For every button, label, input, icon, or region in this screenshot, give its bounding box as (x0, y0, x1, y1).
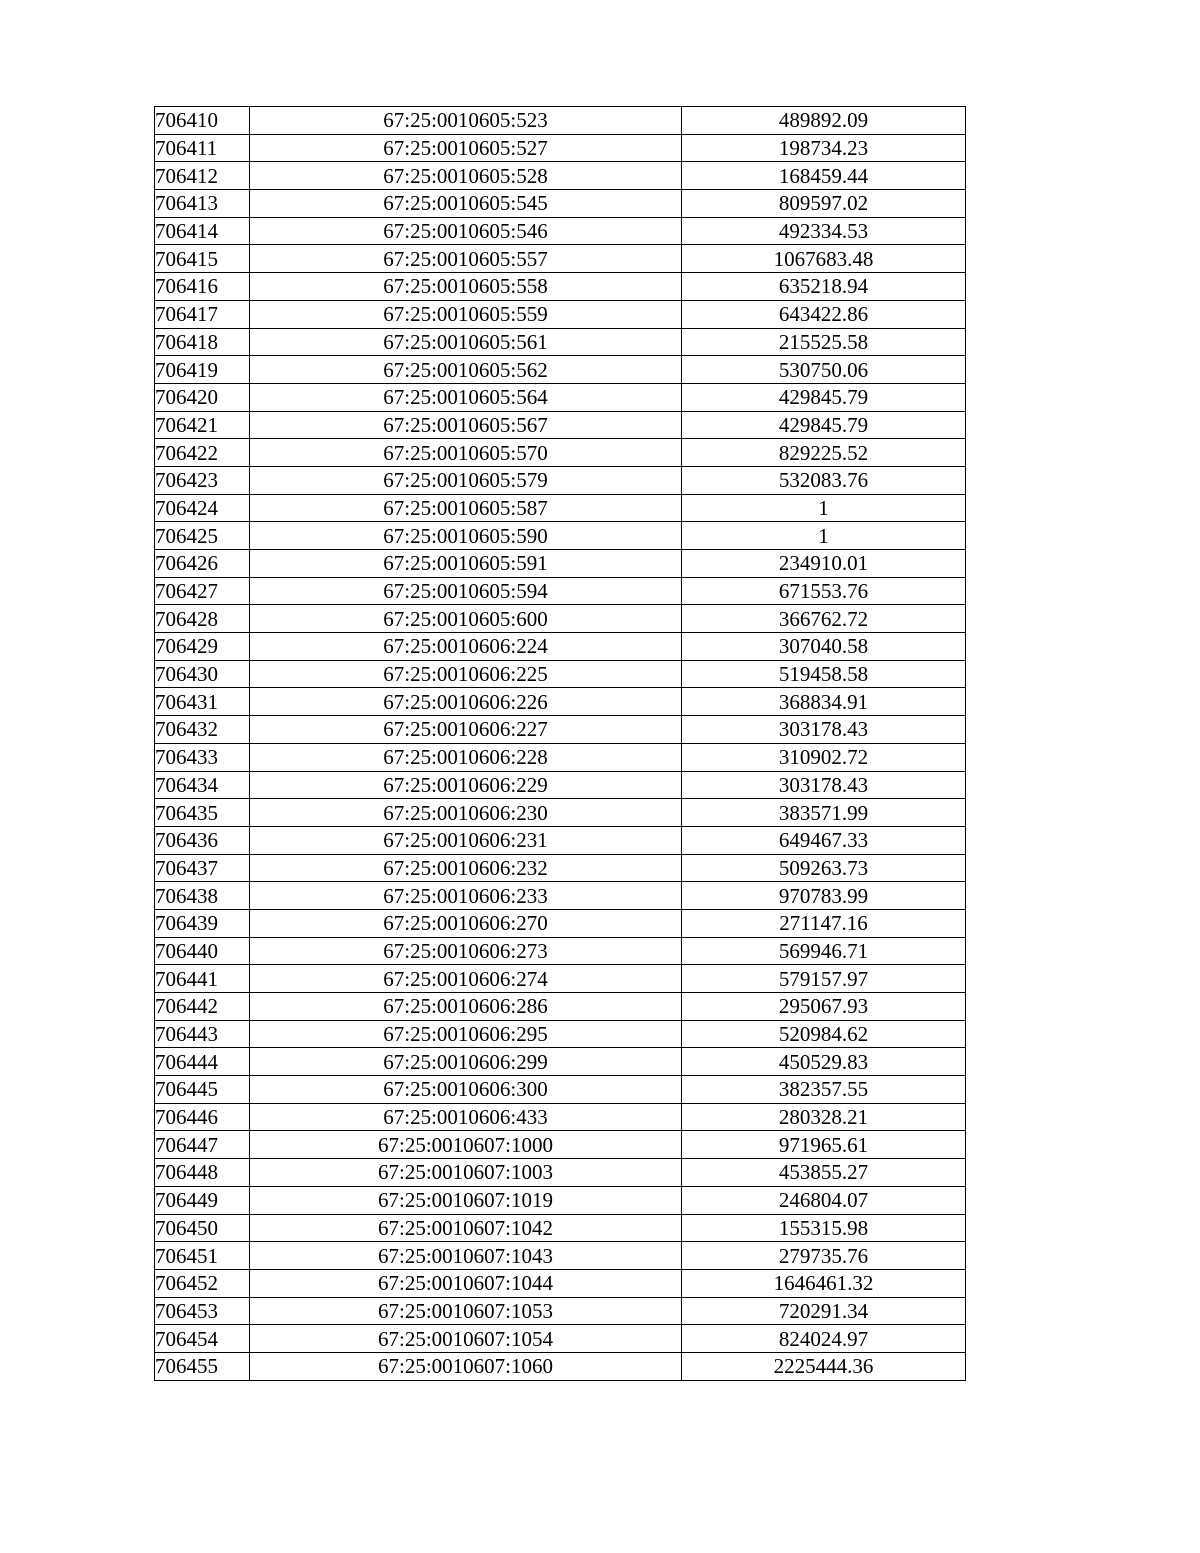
row-number-cell: 706440 (155, 937, 250, 965)
cadastral-number-cell: 67:25:0010607:1060 (250, 1352, 682, 1380)
cadastral-number-cell: 67:25:0010605:527 (250, 134, 682, 162)
table-row (155, 190, 966, 218)
row-number-cell: 706447 (155, 1131, 250, 1159)
cadastral-value-cell: 569946.71 (682, 937, 966, 965)
cadastral-number-cell: 67:25:0010606:231 (250, 826, 682, 854)
cadastral-number-cell: 67:25:0010605:528 (250, 162, 682, 190)
cadastral-value-cell: 509263.73 (682, 854, 966, 882)
cadastral-number-cell: 67:25:0010607:1003 (250, 1159, 682, 1187)
cadastral-value-cell: 450529.83 (682, 1048, 966, 1076)
table-row (155, 577, 966, 605)
row-number-cell: 706429 (155, 633, 250, 661)
row-number-cell: 706424 (155, 494, 250, 522)
cadastral-number-cell: 67:25:0010606:228 (250, 743, 682, 771)
row-number-cell: 706426 (155, 550, 250, 578)
cadastral-value-cell: 520984.62 (682, 1020, 966, 1048)
cadastral-value-cell: 280328.21 (682, 1103, 966, 1131)
table-row (155, 134, 966, 162)
row-number-cell: 706415 (155, 245, 250, 273)
cadastral-number-cell: 67:25:0010606:233 (250, 882, 682, 910)
cadastral-number-cell: 67:25:0010606:274 (250, 965, 682, 993)
table-row (155, 633, 966, 661)
row-number-cell: 706428 (155, 605, 250, 633)
cadastral-number-cell: 67:25:0010606:295 (250, 1020, 682, 1048)
row-number-cell: 706427 (155, 577, 250, 605)
cadastral-number-cell: 67:25:0010606:300 (250, 1076, 682, 1104)
row-number-cell: 706450 (155, 1214, 250, 1242)
cadastral-value-cell: 532083.76 (682, 466, 966, 494)
cadastral-number-cell: 67:25:0010605:579 (250, 466, 682, 494)
table-row (155, 1352, 966, 1380)
table-row (155, 1048, 966, 1076)
cadastral-value-cell: 429845.79 (682, 383, 966, 411)
row-number-cell: 706434 (155, 771, 250, 799)
table-row (155, 882, 966, 910)
row-number-cell: 706412 (155, 162, 250, 190)
cadastral-value-cell: 271147.16 (682, 909, 966, 937)
cadastral-value-cell: 1067683.48 (682, 245, 966, 273)
cadastral-value-cell: 382357.55 (682, 1076, 966, 1104)
cadastral-value-cell: 1 (682, 522, 966, 550)
row-number-cell: 706455 (155, 1352, 250, 1380)
cadastral-value-cell: 307040.58 (682, 633, 966, 661)
cadastral-value-cell: 824024.97 (682, 1325, 966, 1353)
row-number-cell: 706430 (155, 660, 250, 688)
cadastral-value-cell: 1646461.32 (682, 1269, 966, 1297)
row-number-cell: 706421 (155, 411, 250, 439)
table-row (155, 107, 966, 135)
table-row (155, 411, 966, 439)
cadastral-value-cell: 809597.02 (682, 190, 966, 218)
table-row (155, 1076, 966, 1104)
table-row (155, 300, 966, 328)
cadastral-number-cell: 67:25:0010605:590 (250, 522, 682, 550)
cadastral-number-cell: 67:25:0010607:1042 (250, 1214, 682, 1242)
cadastral-value-cell: 453855.27 (682, 1159, 966, 1187)
cadastral-value-cell: 198734.23 (682, 134, 966, 162)
cadastral-number-cell: 67:25:0010606:270 (250, 909, 682, 937)
cadastral-value-cell: 429845.79 (682, 411, 966, 439)
table-row (155, 965, 966, 993)
cadastral-value-cell: 246804.07 (682, 1186, 966, 1214)
row-number-cell: 706420 (155, 383, 250, 411)
table-row (155, 217, 966, 245)
row-number-cell: 706442 (155, 993, 250, 1021)
row-number-cell: 706448 (155, 1159, 250, 1187)
row-number-cell: 706423 (155, 466, 250, 494)
cadastral-number-cell: 67:25:0010606:299 (250, 1048, 682, 1076)
row-number-cell: 706418 (155, 328, 250, 356)
cadastral-value-cell: 279735.76 (682, 1242, 966, 1270)
row-number-cell: 706449 (155, 1186, 250, 1214)
row-number-cell: 706419 (155, 356, 250, 384)
cadastral-number-cell: 67:25:0010606:286 (250, 993, 682, 1021)
cadastral-value-table (154, 106, 966, 1381)
cadastral-number-cell: 67:25:0010605:523 (250, 107, 682, 135)
table-row (155, 799, 966, 827)
cadastral-number-cell: 67:25:0010607:1019 (250, 1186, 682, 1214)
cadastral-number-cell: 67:25:0010605:594 (250, 577, 682, 605)
cadastral-value-cell: 489892.09 (682, 107, 966, 135)
cadastral-number-cell: 67:25:0010606:227 (250, 716, 682, 744)
row-number-cell: 706433 (155, 743, 250, 771)
cadastral-number-cell: 67:25:0010605:567 (250, 411, 682, 439)
cadastral-value-cell: 234910.01 (682, 550, 966, 578)
cadastral-number-cell: 67:25:0010606:230 (250, 799, 682, 827)
cadastral-number-cell: 67:25:0010606:225 (250, 660, 682, 688)
cadastral-number-cell: 67:25:0010607:1053 (250, 1297, 682, 1325)
cadastral-number-cell: 67:25:0010605:562 (250, 356, 682, 384)
row-number-cell: 706411 (155, 134, 250, 162)
cadastral-number-cell: 67:25:0010605:545 (250, 190, 682, 218)
row-number-cell: 706431 (155, 688, 250, 716)
row-number-cell: 706422 (155, 439, 250, 467)
cadastral-number-cell: 67:25:0010605:591 (250, 550, 682, 578)
row-number-cell: 706445 (155, 1076, 250, 1104)
cadastral-number-cell: 67:25:0010606:232 (250, 854, 682, 882)
cadastral-value-cell: 155315.98 (682, 1214, 966, 1242)
row-number-cell: 706446 (155, 1103, 250, 1131)
row-number-cell: 706410 (155, 107, 250, 135)
cadastral-value-cell: 366762.72 (682, 605, 966, 633)
row-number-cell: 706417 (155, 300, 250, 328)
table-row (155, 383, 966, 411)
table-row (155, 162, 966, 190)
cadastral-number-cell: 67:25:0010606:433 (250, 1103, 682, 1131)
table-row (155, 1269, 966, 1297)
cadastral-number-cell: 67:25:0010605:559 (250, 300, 682, 328)
table-row (155, 439, 966, 467)
row-number-cell: 706453 (155, 1297, 250, 1325)
row-number-cell: 706416 (155, 273, 250, 301)
row-number-cell: 706441 (155, 965, 250, 993)
table-row (155, 245, 966, 273)
table-row (155, 1131, 966, 1159)
cadastral-value-cell: 635218.94 (682, 273, 966, 301)
cadastral-value-cell: 368834.91 (682, 688, 966, 716)
cadastral-value-cell: 215525.58 (682, 328, 966, 356)
row-number-cell: 706454 (155, 1325, 250, 1353)
cadastral-value-cell: 519458.58 (682, 660, 966, 688)
cadastral-number-cell: 67:25:0010605:546 (250, 217, 682, 245)
cadastral-number-cell: 67:25:0010605:557 (250, 245, 682, 273)
cadastral-number-cell: 67:25:0010605:587 (250, 494, 682, 522)
cadastral-number-cell: 67:25:0010605:564 (250, 383, 682, 411)
cadastral-number-cell: 67:25:0010607:1044 (250, 1269, 682, 1297)
row-number-cell: 706451 (155, 1242, 250, 1270)
table-row (155, 1159, 966, 1187)
cadastral-value-cell: 530750.06 (682, 356, 966, 384)
cadastral-value-cell: 829225.52 (682, 439, 966, 467)
table-row (155, 550, 966, 578)
table-row (155, 771, 966, 799)
cadastral-value-cell: 671553.76 (682, 577, 966, 605)
cadastral-number-cell: 67:25:0010607:1054 (250, 1325, 682, 1353)
table-row (155, 688, 966, 716)
row-number-cell: 706438 (155, 882, 250, 910)
row-number-cell: 706437 (155, 854, 250, 882)
cadastral-number-cell: 67:25:0010606:226 (250, 688, 682, 716)
table-body (155, 107, 966, 1381)
cadastral-value-cell: 579157.97 (682, 965, 966, 993)
table-row (155, 1325, 966, 1353)
cadastral-value-cell: 310902.72 (682, 743, 966, 771)
row-number-cell: 706425 (155, 522, 250, 550)
table-row (155, 1103, 966, 1131)
table-row (155, 605, 966, 633)
row-number-cell: 706414 (155, 217, 250, 245)
cadastral-value-cell: 303178.43 (682, 716, 966, 744)
cadastral-number-cell: 67:25:0010606:224 (250, 633, 682, 661)
cadastral-value-cell: 643422.86 (682, 300, 966, 328)
table-row (155, 494, 966, 522)
row-number-cell: 706439 (155, 909, 250, 937)
table-row (155, 909, 966, 937)
table-row (155, 356, 966, 384)
cadastral-number-cell: 67:25:0010605:570 (250, 439, 682, 467)
cadastral-value-cell: 970783.99 (682, 882, 966, 910)
cadastral-number-cell: 67:25:0010606:273 (250, 937, 682, 965)
table-row (155, 854, 966, 882)
row-number-cell: 706413 (155, 190, 250, 218)
cadastral-number-cell: 67:25:0010606:229 (250, 771, 682, 799)
table-row (155, 328, 966, 356)
table-row (155, 273, 966, 301)
row-number-cell: 706436 (155, 826, 250, 854)
row-number-cell: 706432 (155, 716, 250, 744)
table-row (155, 660, 966, 688)
table-row (155, 1020, 966, 1048)
cadastral-value-cell: 168459.44 (682, 162, 966, 190)
cadastral-number-cell: 67:25:0010605:558 (250, 273, 682, 301)
table-row (155, 826, 966, 854)
cadastral-value-cell: 2225444.36 (682, 1352, 966, 1380)
cadastral-value-cell: 649467.33 (682, 826, 966, 854)
cadastral-number-cell: 67:25:0010605:561 (250, 328, 682, 356)
cadastral-number-cell: 67:25:0010607:1043 (250, 1242, 682, 1270)
table-row (155, 522, 966, 550)
cadastral-value-cell: 971965.61 (682, 1131, 966, 1159)
table-row (155, 466, 966, 494)
table-row (155, 1186, 966, 1214)
table-row (155, 1297, 966, 1325)
cadastral-value-cell: 295067.93 (682, 993, 966, 1021)
table-row (155, 716, 966, 744)
table-row (155, 1242, 966, 1270)
table-row (155, 993, 966, 1021)
table-row (155, 743, 966, 771)
cadastral-value-cell: 720291.34 (682, 1297, 966, 1325)
table-row (155, 1214, 966, 1242)
cadastral-number-cell: 67:25:0010605:600 (250, 605, 682, 633)
cadastral-value-cell: 303178.43 (682, 771, 966, 799)
cadastral-number-cell: 67:25:0010607:1000 (250, 1131, 682, 1159)
row-number-cell: 706435 (155, 799, 250, 827)
row-number-cell: 706452 (155, 1269, 250, 1297)
cadastral-value-cell: 1 (682, 494, 966, 522)
cadastral-value-cell: 492334.53 (682, 217, 966, 245)
table-row (155, 937, 966, 965)
row-number-cell: 706444 (155, 1048, 250, 1076)
row-number-cell: 706443 (155, 1020, 250, 1048)
cadastral-value-cell: 383571.99 (682, 799, 966, 827)
